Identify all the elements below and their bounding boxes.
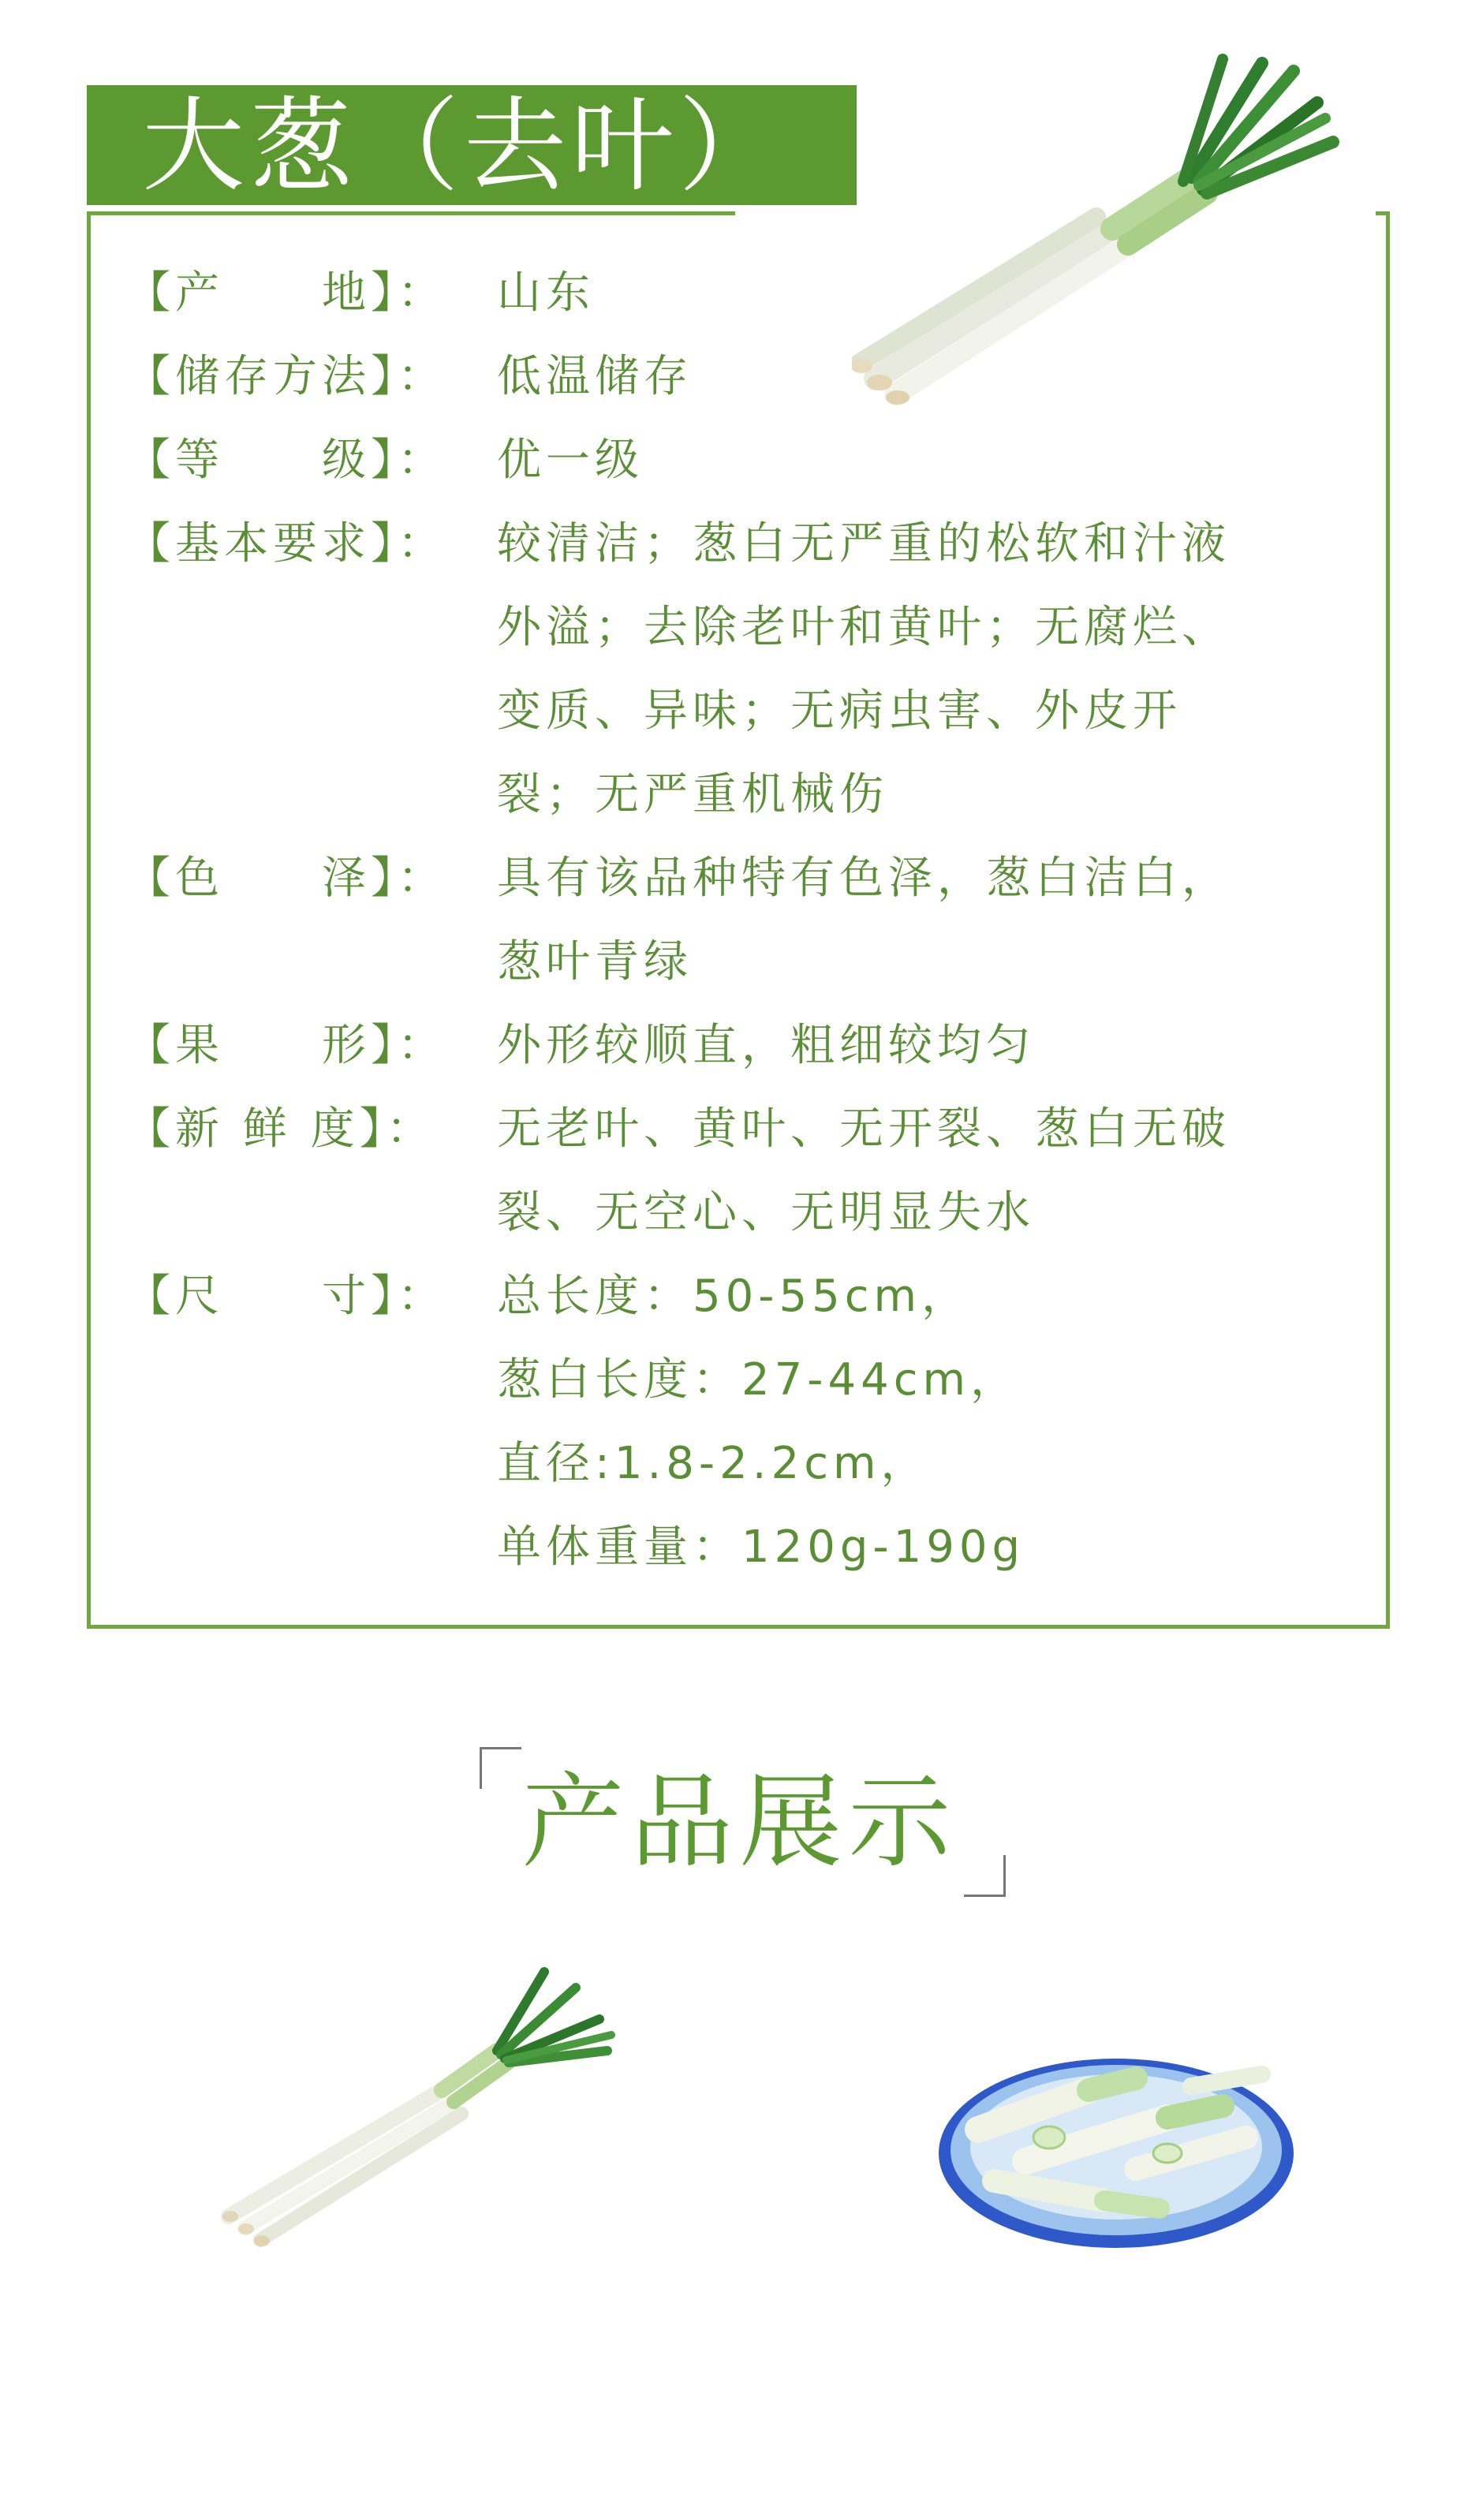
spec-label: 【果 形】：: [126, 1020, 446, 1071]
product-title: 大葱（去叶）: [142, 86, 786, 206]
spec-value: [497, 513, 1412, 847]
spec-line: 外形较顺直，粗细较均匀: [497, 1020, 1035, 1071]
spec-value: [497, 345, 1412, 429]
spec-line: 外溢；去除老叶和黄叶；无腐烂、: [497, 602, 1231, 653]
spec-value: [497, 429, 1412, 513]
spec-line: 单体重量：120g-190g: [497, 1521, 1025, 1573]
spec-line: 裂；无严重机械伤: [497, 769, 888, 820]
spec-line: 具有该品种特有色泽，葱白洁白，: [497, 853, 1231, 904]
spec-label: 【储存方法】：: [126, 351, 446, 402]
spec-line: 葱叶青绿: [497, 936, 693, 987]
spec-line: 无老叶、黄叶、无开裂、葱白无破: [497, 1103, 1231, 1155]
spec-line: 山东: [497, 267, 595, 319]
spec-line: 总长度：50-55cm，: [497, 1271, 971, 1322]
sliced-scallion-plate-image: [931, 2043, 1302, 2256]
spec-label: 【产 地】：: [126, 267, 446, 319]
spec-line: 裂、无空心、无明显失水: [497, 1187, 1035, 1238]
spec-line: 变质、异味；无病虫害、外皮开: [497, 685, 1182, 737]
bracket-bottom-right: [964, 1855, 1006, 1897]
spec-line: 葱白长度：27-44cm，: [497, 1354, 1020, 1406]
spec-line: 低温储存: [497, 351, 693, 402]
spec-value: [497, 847, 1412, 1014]
spec-line: 优一级: [497, 435, 644, 486]
spec-label: 【色 泽】：: [126, 853, 446, 904]
spec-value: [497, 262, 1412, 345]
spec-line: 较清洁；葱白无严重的松软和汁液: [497, 518, 1231, 569]
spec-label: 【等 级】：: [126, 435, 446, 486]
spec-label: 【基本要求】：: [126, 518, 446, 569]
spec-label: 【新 鲜 度】：: [126, 1103, 435, 1155]
spec-line: 直径:1.8-2.2cm，: [497, 1438, 930, 1489]
showcase-title: 产品展示: [521, 1762, 958, 1882]
spec-value: [497, 1265, 1412, 1600]
spec-value: [497, 1014, 1412, 1098]
scallion-bundle-image: [213, 1956, 623, 2256]
spec-value: [497, 1098, 1412, 1265]
spec-label: 【尺 寸】：: [126, 1271, 446, 1322]
